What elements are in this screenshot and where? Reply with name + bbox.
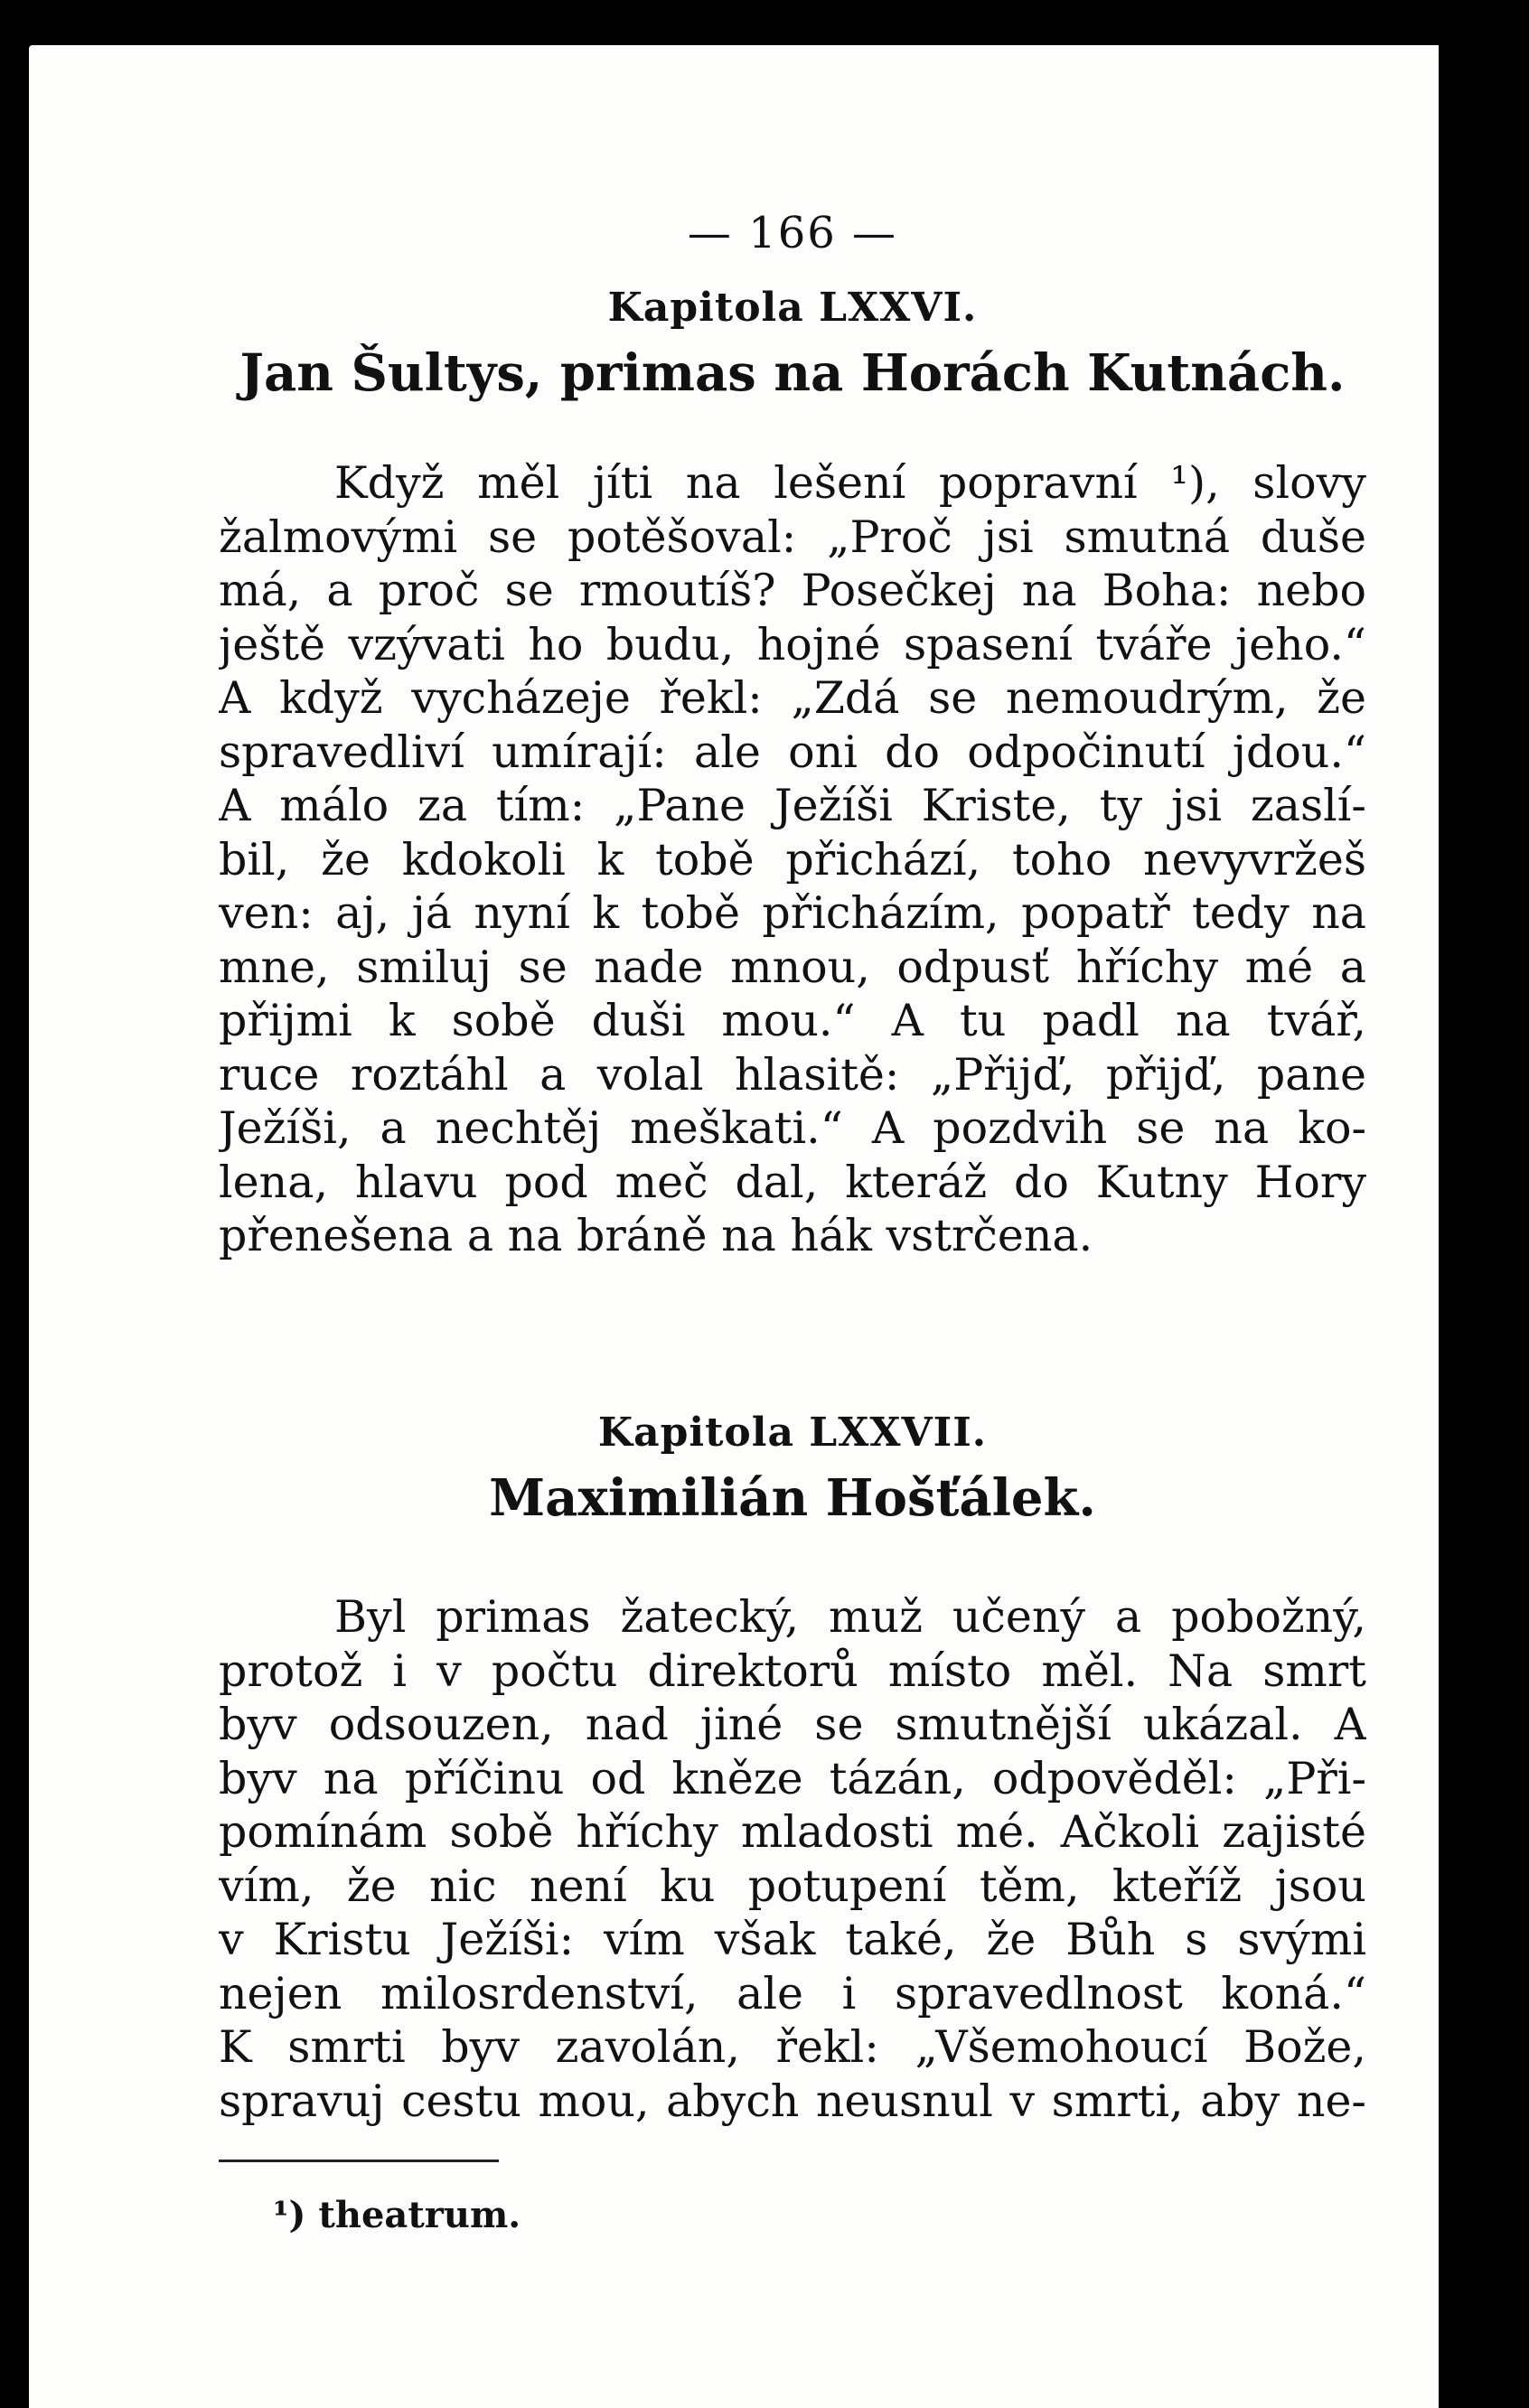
- text-line: lena, hlavu pod meč dal, kteráž do Kutny Hory: [219, 1156, 1366, 1208]
- text-line: Ježíši, a nechtěj meškati.“ A pozdvih se na ko-: [219, 1102, 1366, 1154]
- footnote-divider: [219, 2160, 499, 2162]
- text-line: byv na příčinu od kněze tázán, odpověděl: „Při-: [219, 1752, 1366, 1804]
- chapter-label: Kapitola LXXVII.: [597, 1410, 988, 1456]
- text-line: byv odsouzen, nad jiné se smutnější ukázal. A: [219, 1699, 1366, 1750]
- text-line: spravedliví umírají: ale oni do odpočinutí jdou.“: [219, 726, 1366, 778]
- book-page: [29, 45, 1439, 2408]
- text-line: bil, že kdokoli k tobě přichází, toho nevyvržeš: [219, 833, 1366, 885]
- chapter-title: Jan Šultys, primas na Horách Kutnách.: [239, 343, 1346, 403]
- text-line: nejen milosrdenství, ale i spravedlnost koná.“: [219, 1967, 1366, 2019]
- chapter-title: Maximilián Hošťálek.: [489, 1468, 1096, 1528]
- text-line: ven: aj, já nyní k tobě přicházím, popatř tedy na: [219, 887, 1366, 939]
- text-line: má, a proč se rmoutíš? Posečkej na Boha: nebo: [219, 565, 1366, 616]
- text-line: ještě vzývati ho budu, hojné spasení tváře jeho.“: [219, 618, 1366, 670]
- text-line: A málo za tím: „Pane Ježíši Kriste, ty jsi zaslí-: [219, 780, 1366, 831]
- chapter-body: [219, 1590, 1366, 2128]
- page-number: — 166 —: [687, 208, 898, 258]
- text-line: spravuj cestu mou, abych neusnul v smrti, aby ne-: [219, 2075, 1366, 2127]
- text-line: přenešena a na bráně na hák vstrčena.: [219, 1210, 1093, 1261]
- scan-border-left: [0, 0, 29, 2408]
- text-line: pomínám sobě hříchy mladosti mé. Ačkoli zajisté: [219, 1806, 1366, 1858]
- text-line: žalmovými se potěšoval: „Proč jsi smutná duše: [219, 511, 1366, 563]
- text-line: Byl primas žatecký, muž učený a pobožný,: [334, 1591, 1366, 1643]
- footnote: [273, 2194, 521, 2236]
- text-line: přijmi k sobě duši mou.“ A tu padl na tvář,: [219, 995, 1366, 1046]
- text-line: ruce roztáhl a volal hlasitě: „Přijď, přijď, pane: [219, 1048, 1366, 1101]
- scan-border-right: [1439, 0, 1529, 2408]
- text-line: K smrti byv zavolán, řekl: „Všemohoucí Bože,: [219, 2021, 1366, 2073]
- footnote-text: theatrum.: [318, 2194, 521, 2236]
- chapter-body: [219, 456, 1366, 1263]
- text-line: vím, že nic není ku potupení těm, kteříž jsou: [219, 1860, 1366, 1912]
- text-line: v Kristu Ježíši: vím však také, že Bůh s svými: [219, 1914, 1366, 1965]
- text-line: Když měl jíti na lešení popravní ¹), slovy: [334, 457, 1366, 509]
- text-line: mne, smiluj se nade mnou, odpusť hříchy mé a: [219, 941, 1366, 993]
- text-line: protož i v počtu direktorů místo měl. Na smrt: [219, 1644, 1366, 1697]
- footnote-mark: ¹): [273, 2194, 306, 2236]
- text-line: A když vycházeje řekl: „Zdá se nemoudrým, že: [219, 672, 1366, 724]
- chapter-label: Kapitola LXXVI.: [607, 285, 978, 331]
